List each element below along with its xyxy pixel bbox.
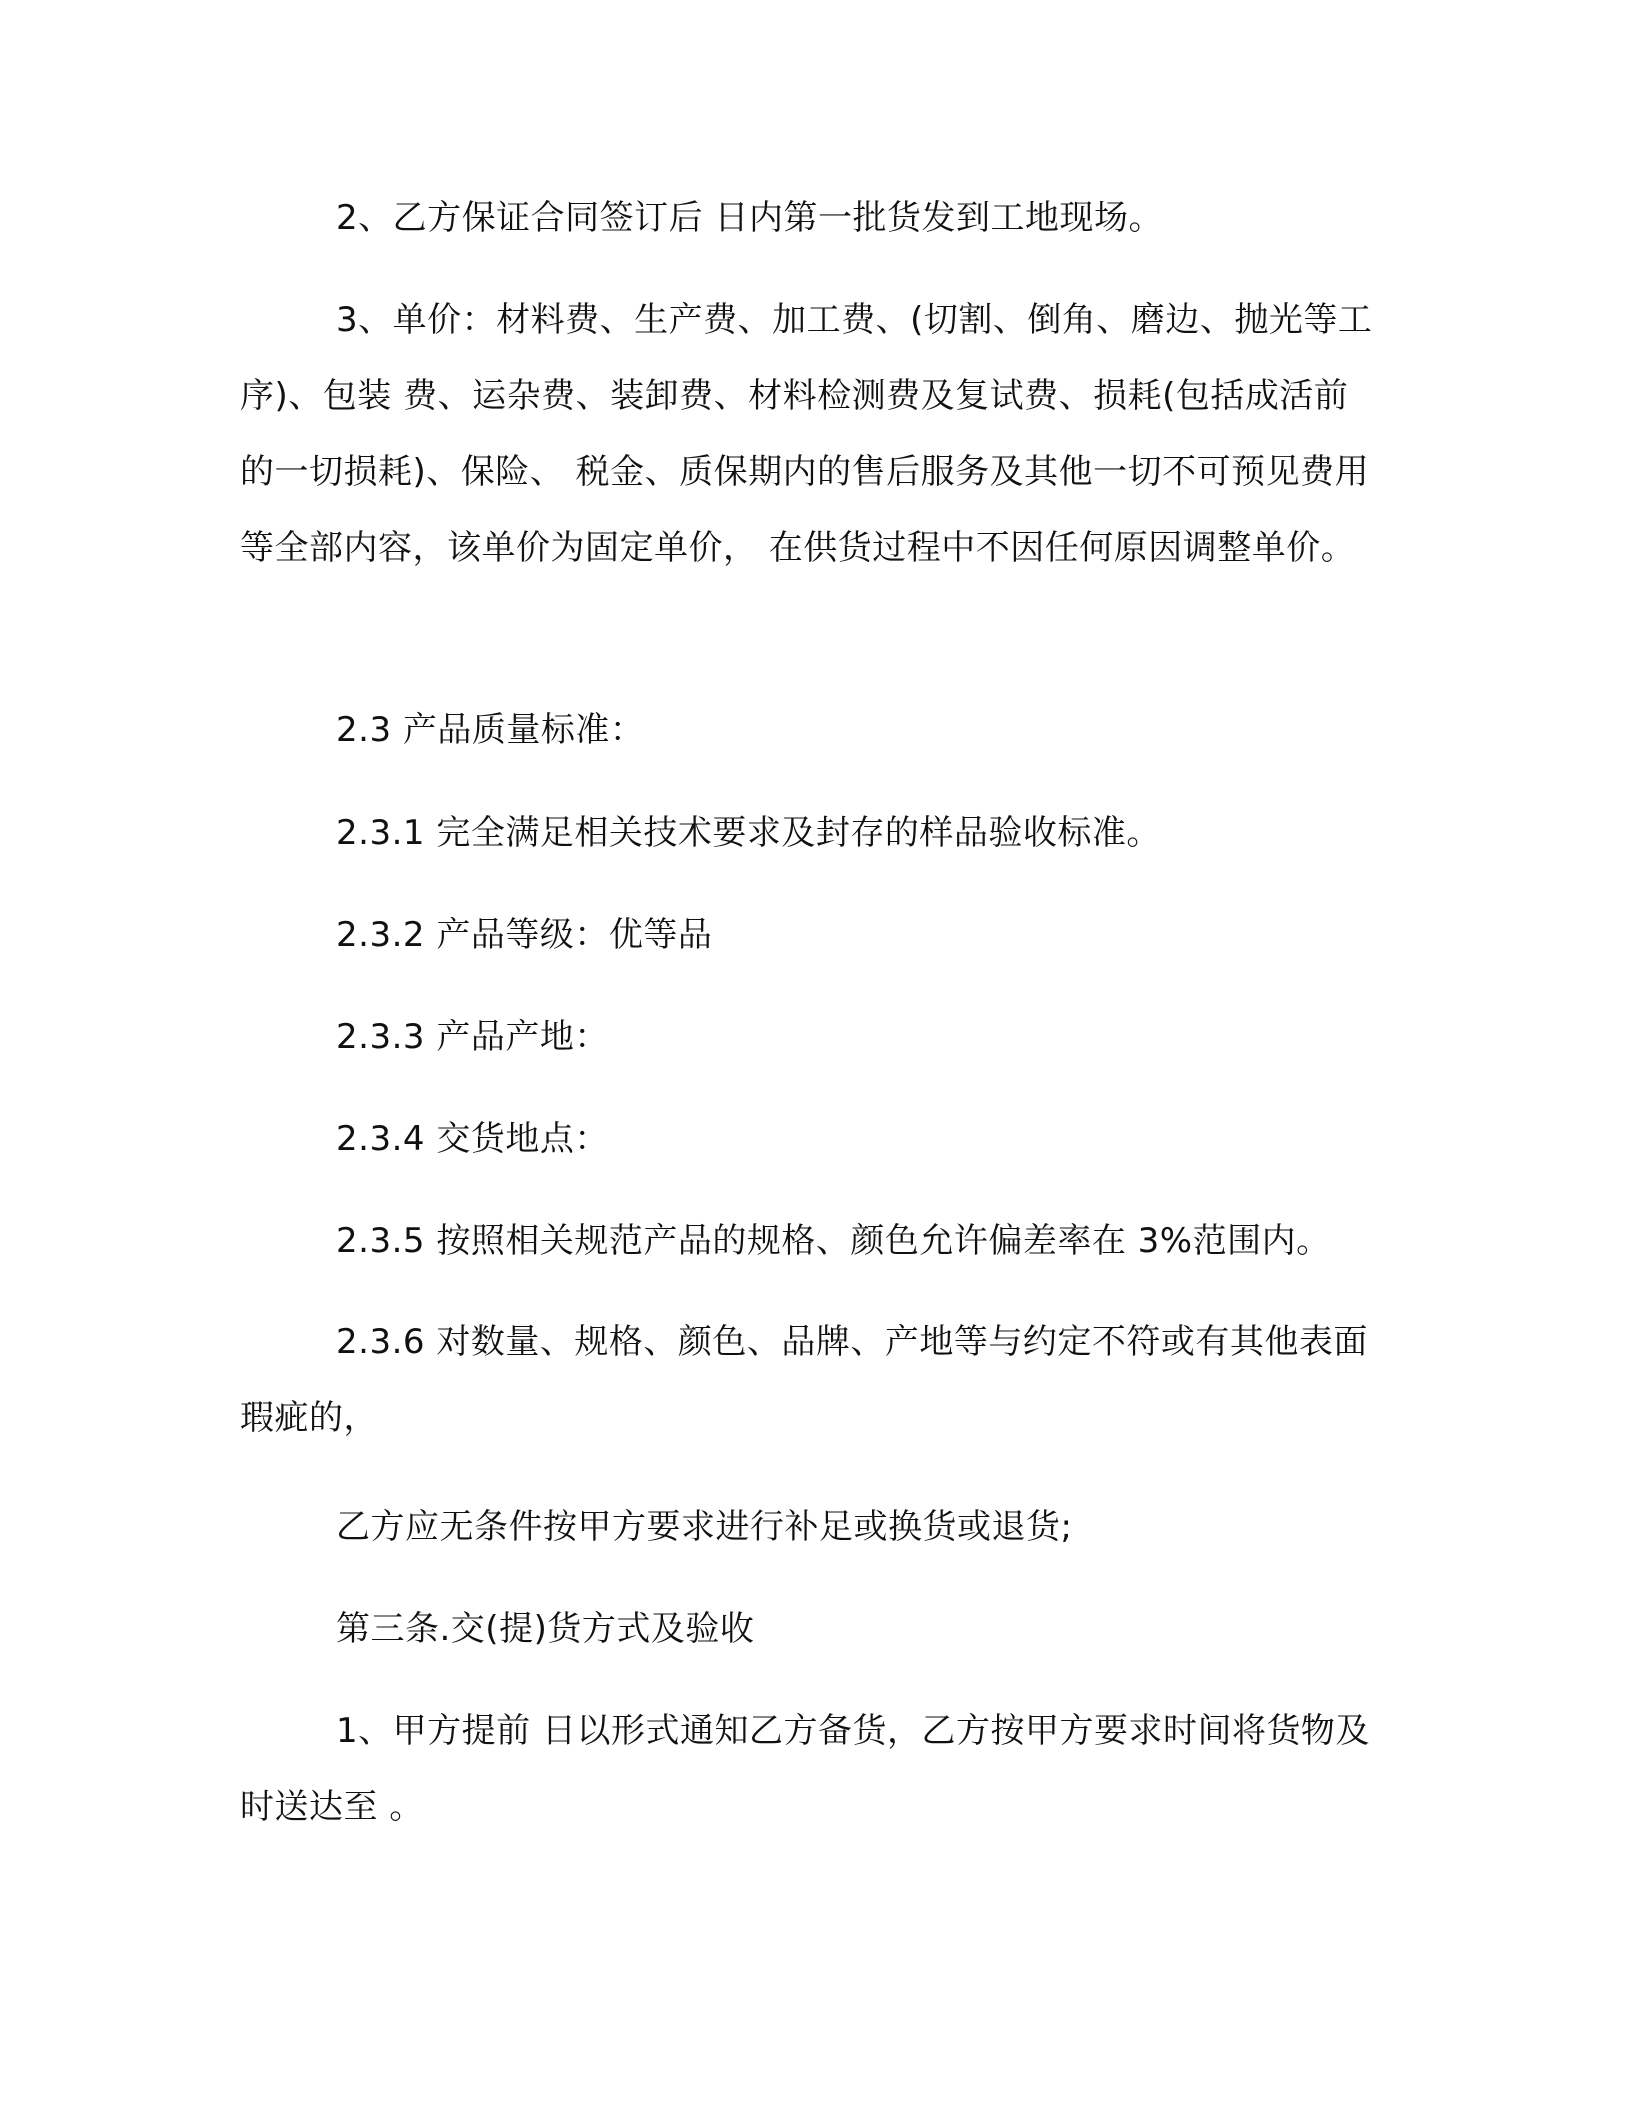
paragraph-2-3-5: 2.3.5 按照相关规范产品的规格、颜色允许偏差率在 3%范围内。 [336, 1221, 1331, 1261]
paragraph-replacement: 乙方应无条件按甲方要求进行补足或换货或退货; [336, 1507, 1073, 1547]
heading-article-three: 第三条.交(提)货方式及验收 [336, 1609, 755, 1649]
paragraph-2-3-3: 2.3.3 产品产地： [336, 1017, 609, 1057]
paragraph-2-3-1: 2.3.1 完全满足相关技术要求及封存的样品验收标准。 [336, 813, 1161, 853]
paragraph-2-3-2: 2.3.2 产品等级：优等品 [336, 915, 713, 955]
paragraph-delivery-first-batch: 2、乙方保证合同签订后 日内第一批货发到工地现场。 [336, 198, 1163, 238]
paragraph-2-3-4: 2.3.4 交货地点： [336, 1119, 609, 1159]
paragraph-advance-notice: 1、甲方提前 日以形式通知乙方备货，乙方按甲方要求时间将货物及时送达至 。 [240, 1711, 1370, 1827]
paragraph-unit-price: 3、单价：材料费、生产费、加工费、(切割、倒角、磨边、抛光等工序)、包装 费、运杂费、装卸费、材料检测费及复试费、损耗(包括成活前的一切损耗)、保险、 税金、质保期内的售后服务及其他一切不可预见费用等全部内容，该单价为固定单价， 在供货过程中不因任何原因调整单价。 [240, 300, 1373, 568]
paragraph-2-3-6: 2.3.6 对数量、规格、颜色、品牌、产地等与约定不符或有其他表面瑕疵的， [240, 1322, 1368, 1438]
heading-quality-standard: 2.3 产品质量标准： [336, 710, 645, 750]
